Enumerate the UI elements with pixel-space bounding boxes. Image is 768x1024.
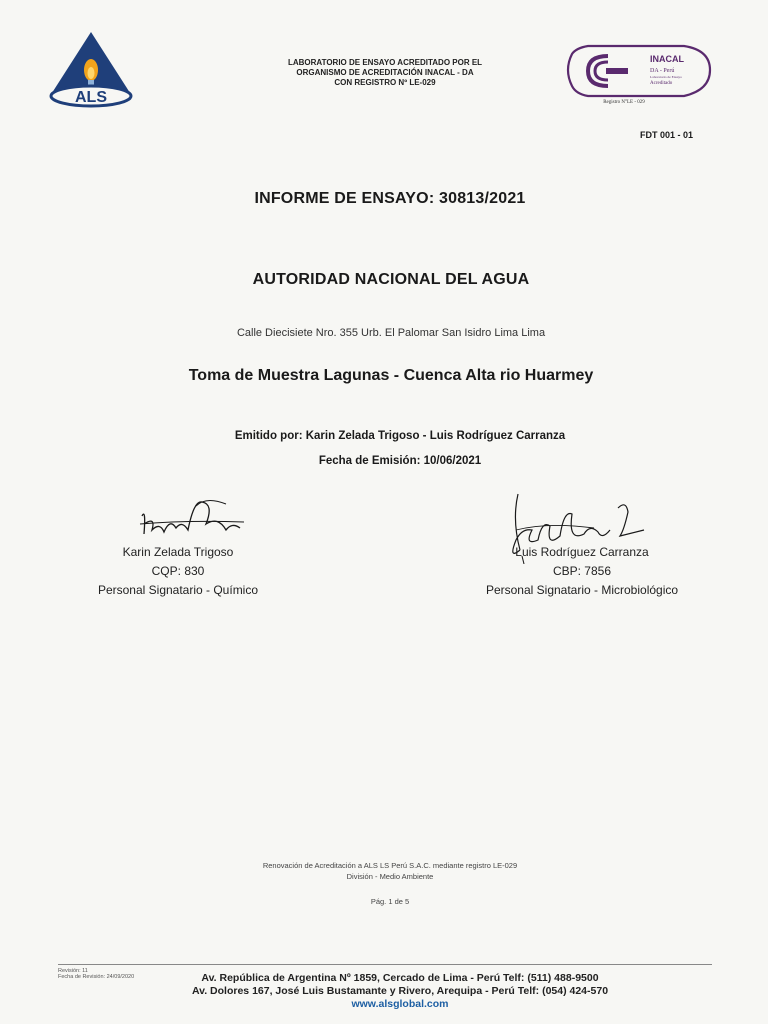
signatory-2-role: Personal Signatario - Microbiológico: [485, 583, 679, 597]
signatory-1-role: Personal Signatario - Químico: [97, 583, 259, 597]
lab-accreditation-header: [240, 58, 530, 88]
page-number: Pág. 1 de 5: [370, 897, 410, 906]
signatory-2: [457, 543, 707, 600]
lab-line-2: ORGANISMO DE ACREDITACIÓN INACAL - DA: [296, 68, 474, 77]
website-link[interactable]: www.alsglobal.com: [351, 998, 449, 1010]
footer-address-2: Av. Dolores 167, José Luis Bustamante y Rivero, Arequipa - Perú Telf: (054) 424-570: [191, 985, 609, 997]
signatory-1-name: Karin Zelada Trigoso: [122, 545, 234, 559]
report-title: INFORME DE ENSAYO: 30813/2021: [254, 190, 526, 207]
als-logo: [46, 30, 136, 110]
accreditation-line-2: División - Medio Ambiente: [346, 872, 434, 881]
als-logo-text: ALS: [75, 89, 107, 106]
signatory-2-reg: CBP: 7856: [552, 564, 612, 578]
issued-by: Emitido por: Karin Zelada Trigoso - Luis Rodríguez Carranza: [234, 430, 566, 442]
footer-divider: [58, 964, 712, 965]
lab-line-3: CON REGISTRO Nº LE-029: [334, 78, 436, 87]
signature-image-1: [136, 494, 248, 540]
issue-date: Fecha de Emisión: 10/06/2021: [318, 455, 482, 467]
project-title: Toma de Muestra Lagunas - Cuenca Alta rio Huarmey: [188, 367, 594, 384]
client-name: AUTORIDAD NACIONAL DEL AGUA: [252, 271, 530, 288]
accreditation-note: [0, 860, 768, 882]
inacal-sub3: Acreditado: [650, 81, 673, 86]
inacal-sub2: Laboratorio de Ensayo: [650, 75, 682, 79]
inacal-name: INACAL: [650, 54, 684, 64]
signatory-1: [53, 543, 303, 600]
form-code: FDT 001 - 01: [640, 130, 694, 140]
footer-address-1: Av. República de Argentina Nº 1859, Cercado de Lima - Perú Telf: (511) 488-9500: [201, 972, 599, 984]
revision-date: Fecha de Revisión: 24/09/2020: [58, 974, 135, 980]
revision-number: Revisión: 11: [58, 968, 88, 974]
inacal-registro: Registro N°LE - 029: [603, 100, 645, 105]
lab-line-1: LABORATORIO DE ENSAYO ACREDITADO POR EL: [287, 58, 483, 67]
client-address: Calle Diecisiete Nro. 355 Urb. El Palomar San Isidro Lima Lima: [236, 327, 546, 339]
accreditation-line-1: Renovación de Acreditación a ALS LS Perú S.A.C. mediante registro LE-029: [262, 861, 518, 870]
signatory-1-reg: CQP: 830: [151, 564, 205, 578]
signatory-2-name: Luis Rodríguez Carranza: [515, 545, 649, 559]
inacal-sub1: DA - Perú: [650, 68, 675, 74]
footer-addresses: [0, 972, 768, 1011]
